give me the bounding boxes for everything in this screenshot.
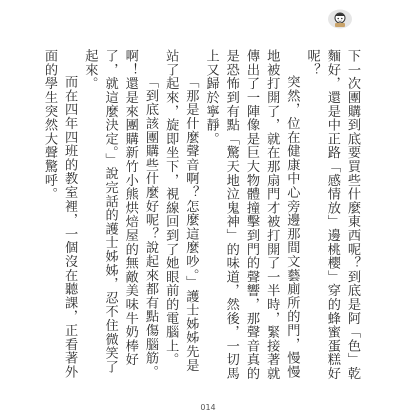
paragraph: 「到底該團購些什麼好呢？說起來都有點傷腦筋。啊！還是來團購新竹小熊烘焙屋的無敵美味牛奶棒好了，就這麼決定。」說完話的護士姊姊，忍不住微笑了起來。	[82, 49, 158, 379]
paragraph: 「那是什麼聲音啊？怎麼這麼吵。」護士姊姊先是站了起來，旋即坐下，視線回到了她眼前的電腦上。	[163, 49, 199, 373]
paragraph: 下一次團購到底要買些什麼東西呢？到底是阿「色」乾麵好，還是中正路「感情放」邊桃櫻」穿的蜂蜜蛋糕好呢？	[304, 49, 360, 381]
paragraph: 而在四年四班的教室裡，一個沒在聽課，正看著外面的學生突然大聲驚呼。	[41, 49, 78, 379]
reading-character-icon	[327, 8, 353, 30]
page-number: 014	[200, 403, 216, 412]
body-text	[41, 49, 362, 381]
paragraph: 突然，位在健康中心旁邊那間文藝廁所的門，慢慢地被打開了，就在那扇門才被打開了一半時，緊接著就傳出了一陣像是巨大物體撞擊到門的聲響，那聲音真的是恐怖到有點「驚天地泣鬼神」的味道，然後，一切馬上又歸於寧靜。	[203, 49, 300, 381]
